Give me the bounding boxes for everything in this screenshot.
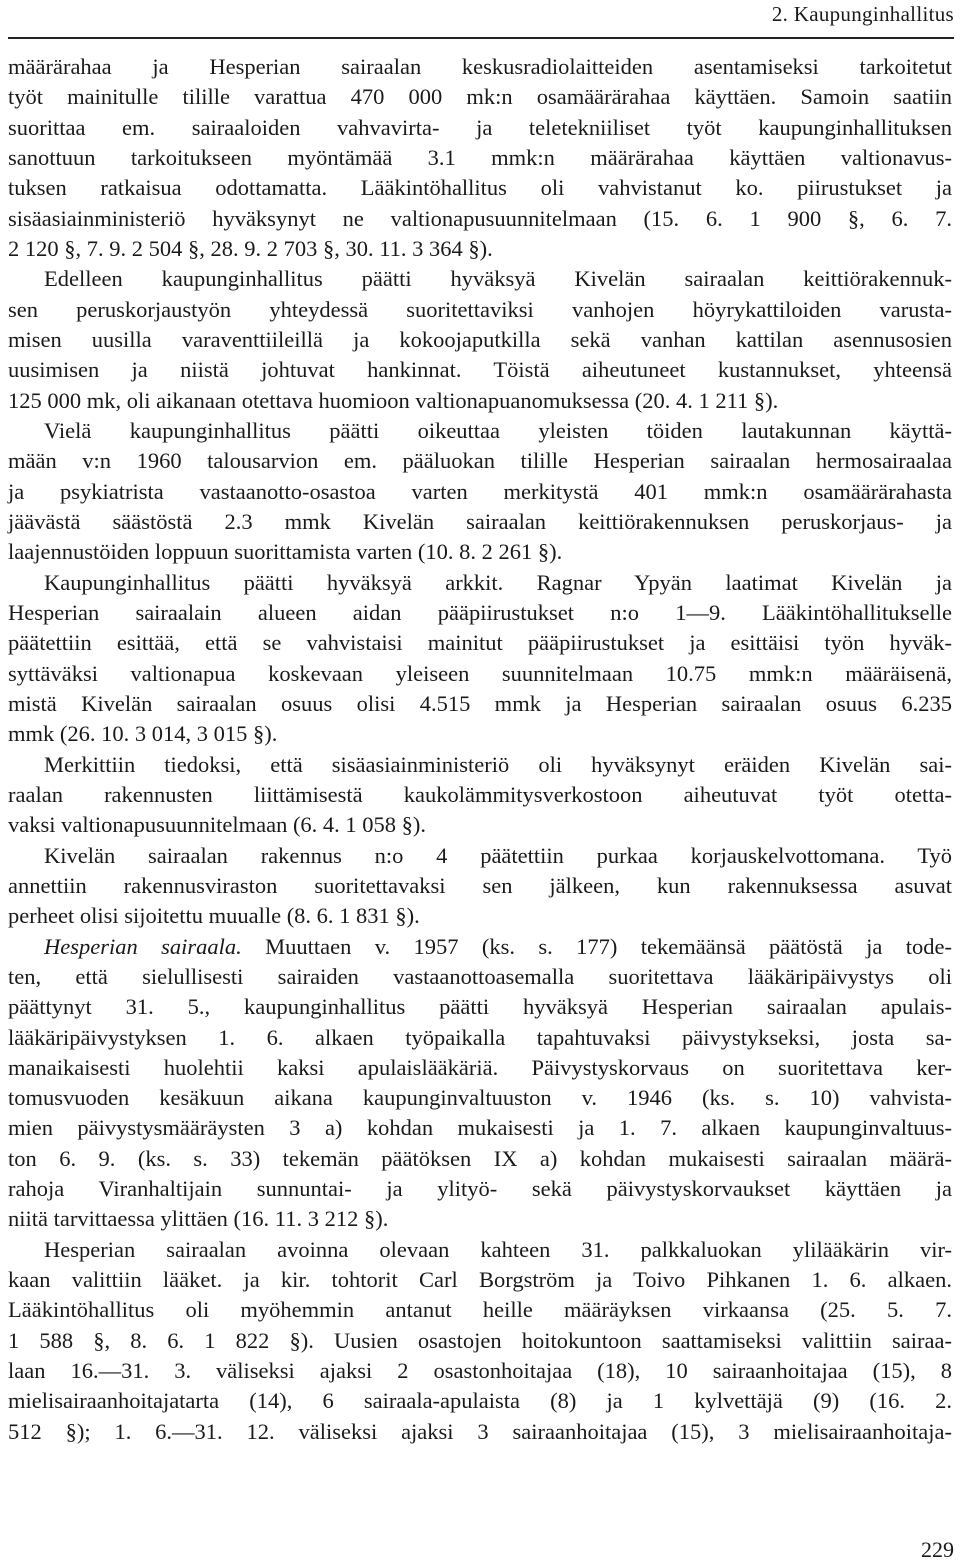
text-line: jäävästä säästöstä 2.3 mmk Kivelän sairaalan keittiörakennuksen peruskorjaus- ja bbox=[8, 508, 952, 534]
text-line: Hesperian sairaalain alueen aidan pääpiirustukset n:o 1—9. Lääkintöhallitukselle bbox=[8, 599, 952, 625]
text-line: rahoja Viranhaltijain sunnuntai- ja ylityö- sekä päivystyskorvaukset käyttäen ja bbox=[8, 1176, 952, 1202]
text-line: annettiin rakennusviraston suoritettavaksi sen jälkeen, kun rakennuksessa asuvat bbox=[8, 872, 952, 898]
text-line: Kivelän sairaalan rakennus n:o 4 päätettiin purkaa korjauskelvottomana. Työ bbox=[44, 842, 952, 868]
text-line: 1 588 §, 8. 6. 1 822 §). Uusien osastojen hoitokuntoon saattamiseksi valittiin sairaa- bbox=[8, 1327, 952, 1353]
text-line: misen uusilla varaventtiileillä ja kokoojaputkilla sekä vanhan kattilan asennusosien bbox=[8, 326, 952, 352]
body-text bbox=[8, 52, 952, 1447]
text-line: Hesperian sairaalan avoinna olevaan kahteen 31. palkkaluokan ylilääkärin vir- bbox=[44, 1236, 952, 1262]
text-line: raalan rakennusten liittämisestä kaukolämmitysverkostoon aiheutuvat työt otetta- bbox=[8, 781, 952, 807]
text-line: mmk (26. 10. 3 014, 3 015 §). bbox=[8, 721, 278, 747]
text-line: 125 000 mk, oli aikanaan otettava huomioon valtionapuanomuksessa (20. 4. 1 211 §). bbox=[8, 387, 779, 413]
text-line: sisäasiainministeriö hyväksynyt ne valtionapusuunnitelmaan (15. 6. 1 900 §, 6. 7. bbox=[8, 205, 952, 231]
text-line: kaan valittiin lääket. ja kir. tohtorit Carl Borgström ja Toivo Pihkanen 1. 6. alkaen. bbox=[8, 1267, 952, 1293]
header-rule bbox=[8, 37, 954, 39]
text-line: tuksen ratkaisua odottamatta. Lääkintöhallitus oli vahvistanut ko. piirustukset ja bbox=[8, 175, 952, 201]
text-line: Edelleen kaupunginhallitus päätti hyväksyä Kivelän sairaalan keittiörakennuk- bbox=[44, 266, 952, 292]
text-line: Vielä kaupunginhallitus päätti oikeuttaa yleisten töiden lautakunnan käyttä- bbox=[44, 417, 952, 443]
section-heading-line: Hesperian sairaala. Muuttaen v. 1957 (ks. s. 177) tekemäänsä päätöstä ja tode- bbox=[44, 933, 952, 959]
text-line: määrärahaa ja Hesperian sairaalan keskusradiolaitteiden asentamiseksi tarkoitetut bbox=[8, 54, 952, 79]
text-line: ten, että sielullisesti sairaiden vastaanottoasemalla suoritettava lääkäripäivystys oli bbox=[8, 963, 952, 989]
text-line: ja psykiatrista vastaanotto-osastoa varten merkitystä 401 mmk:n osamäärärahasta bbox=[8, 478, 952, 504]
text-line: Lääkintöhallitus oli myöhemmin antanut heille määräyksen virkaansa (25. 5. 7. bbox=[8, 1297, 952, 1323]
text-line: uusimisen ja niistä johtuvat hankinnat. Töistä aiheutuneet kustannukset, yhteensä bbox=[8, 357, 952, 383]
text-line: 512 §); 1. 6.—31. 12. väliseksi ajaksi 3 sairaanhoitajaa (15), 3 mielisairaanhoitaja- bbox=[8, 1418, 952, 1444]
text-line: 2 120 §, 7. 9. 2 504 §, 28. 9. 2 703 §, 30. 11. 3 364 §). bbox=[8, 235, 493, 261]
text-line: ton 6. 9. (ks. s. 33) tekemän päätöksen IX a) kohdan mukaisesti sairaalan määrä- bbox=[8, 1145, 952, 1171]
text-line: lääkäripäivystyksen 1. 6. alkaen työpaikalla tapahtuvaksi päivystykseksi, josta sa- bbox=[8, 1024, 952, 1050]
text-line: mistä Kivelän sairaalan osuus olisi 4.515 mmk ja Hesperian sairaalan osuus 6.235 bbox=[8, 690, 952, 716]
text-line: syttäväksi valtionapua koskevaan yleiseen suunnitelmaan 10.75 mmk:n määräisenä, bbox=[8, 660, 952, 686]
section-heading: Hesperian sairaala. bbox=[44, 933, 242, 959]
text-line: sanottuun tarkoitukseen myöntämää 3.1 mmk:n määrärahaa käyttäen valtionavus- bbox=[8, 144, 952, 170]
text-line: perheet olisi sijoitettu muualle (8. 6. 1 831 §). bbox=[8, 903, 420, 929]
text-line: sen peruskorjaustyön yhteydessä suoritettaviksi vanhojen höyrykattiloiden varusta- bbox=[8, 296, 952, 322]
text-line: laajennustöiden loppuun suorittamista varten (10. 8. 2 261 §). bbox=[8, 539, 563, 565]
text-line: mielisairaanhoitajatarta (14), 6 sairaala-apulaista (8) ja 1 kylvettäjä (9) (16. 2. bbox=[8, 1388, 952, 1414]
text-line: vaksi valtionapusuunnitelmaan (6. 4. 1 058 §). bbox=[8, 812, 427, 838]
text-line: manaikaisesti huolehtii kaksi apulaislääkäriä. Päivystyskorvaus on suoritettava ker- bbox=[8, 1054, 952, 1080]
text-line: mään v:n 1960 talousarvion em. pääluokan tilille Hesperian sairaalan hermosairaalaa bbox=[8, 448, 952, 474]
text-line: Merkittiin tiedoksi, että sisäasiainministeriö oli hyväksynyt eräiden Kivelän sai- bbox=[44, 751, 952, 777]
text-line: päättynyt 31. 5., kaupunginhallitus päätti hyväksyä Hesperian sairaalan apulais- bbox=[8, 994, 952, 1020]
text-line: laan 16.—31. 3. väliseksi ajaksi 2 osastonhoitajaa (18), 10 sairaanhoitajaa (15), 8 bbox=[8, 1358, 952, 1384]
text-line: päätettiin esittää, että se vahvistaisi mainitut pääpiirustukset ja esittäisi työn hyväk- bbox=[8, 630, 952, 656]
page-number: 229 bbox=[921, 1537, 954, 1562]
text-line: tomusvuoden kesäkuun aikana kaupunginvaltuuston v. 1946 (ks. s. 10) vahvista- bbox=[8, 1085, 952, 1111]
text-line: työt mainitulle tilille varattua 470 000 mk:n osamäärärahaa käyttäen. Samoin saatiin bbox=[8, 84, 952, 110]
running-header: 2. Kaupunginhallitus bbox=[771, 2, 954, 26]
text-line: mien päivystysmääräysten 3 a) kohdan mukaisesti ja 1. 7. alkaen kaupunginvaltuus- bbox=[8, 1115, 952, 1141]
text-line: suorittaa em. sairaaloiden vahvavirta- ja teletekniiliset työt kaupunginhallituksen bbox=[8, 114, 952, 140]
text-line: niitä tarvittaessa ylittäen (16. 11. 3 212 §). bbox=[8, 1206, 389, 1232]
text-line: Kaupunginhallitus päätti hyväksyä arkkit. Ragnar Ypyän laatimat Kivelän ja bbox=[44, 569, 952, 595]
